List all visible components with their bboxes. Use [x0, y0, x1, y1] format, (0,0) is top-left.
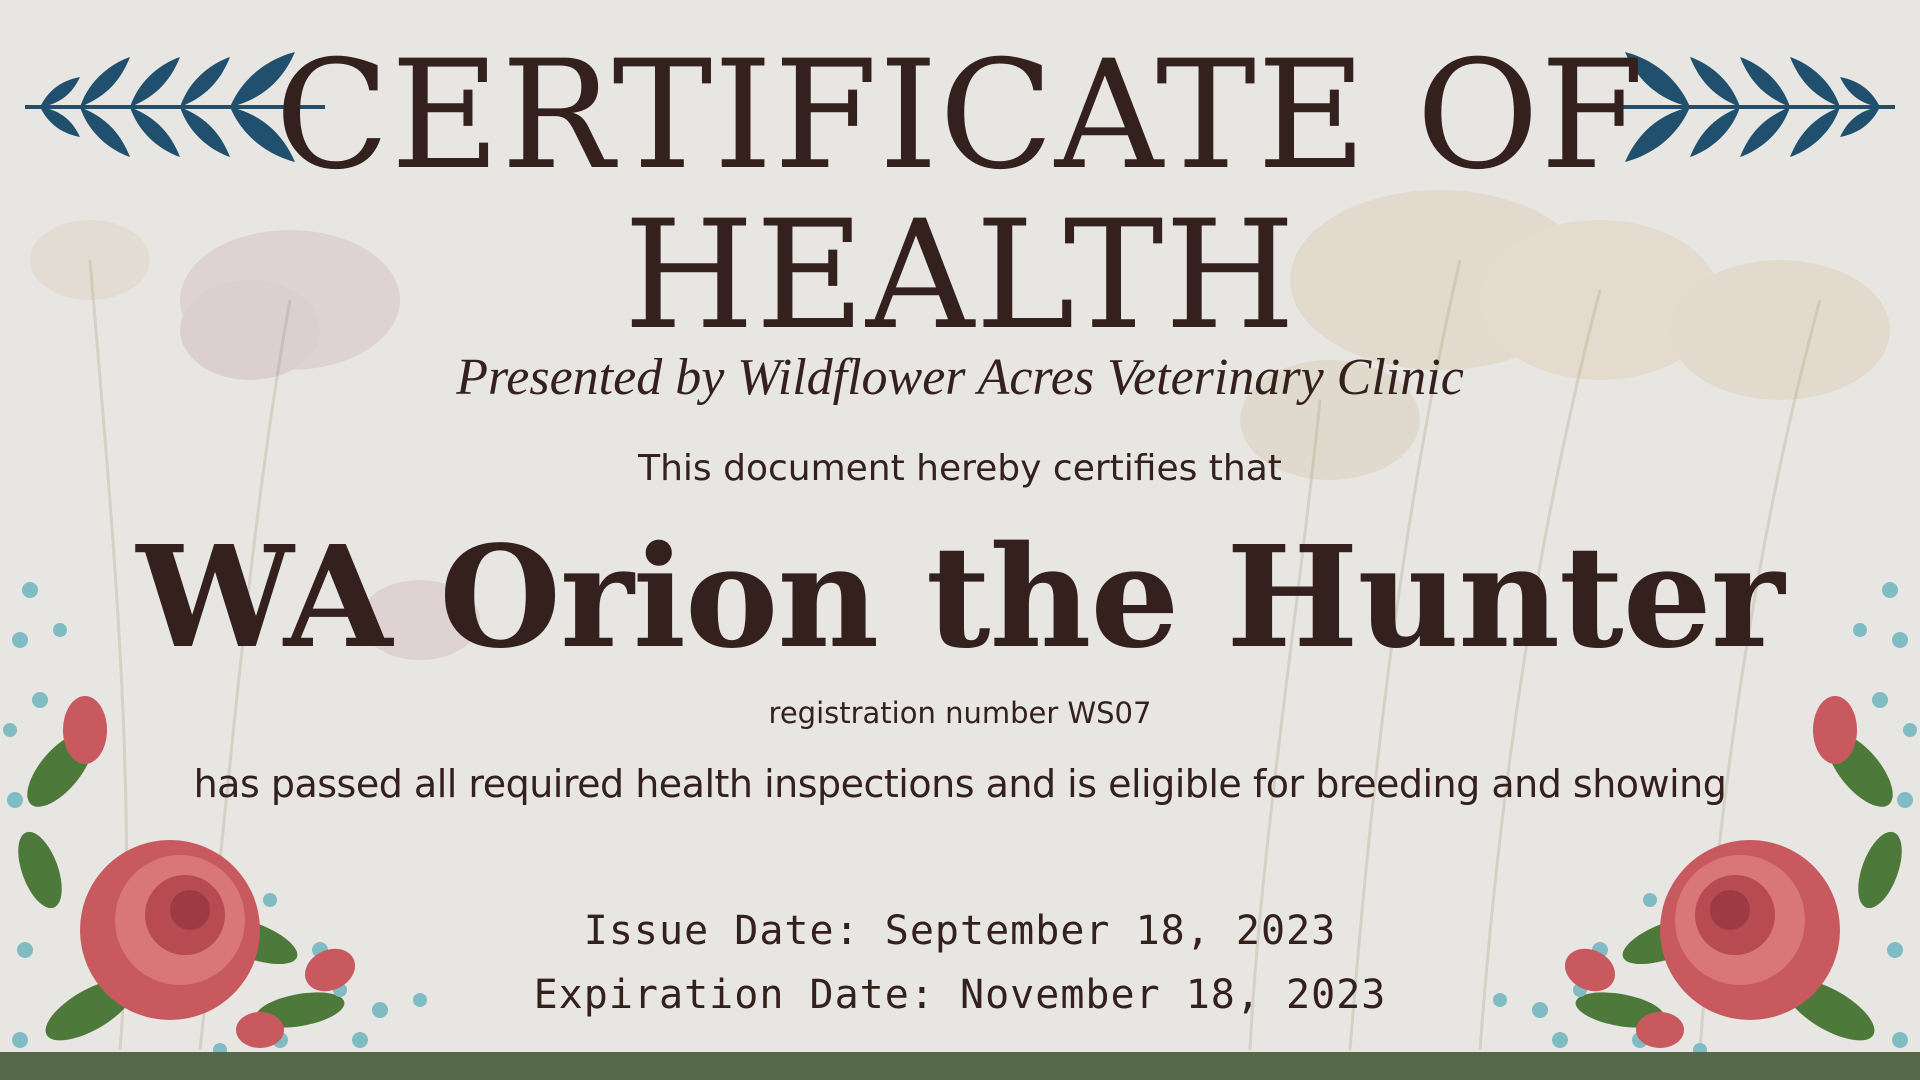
certifies-line: This document hereby certifies that: [638, 448, 1282, 489]
registration-number: registration number WS07: [768, 696, 1152, 730]
presenter-line: Presented by Wildflower Acres Veterinary Clinic: [456, 349, 1464, 406]
certificate-title-line2: HEALTH: [623, 189, 1297, 363]
issue-date: Issue Date: September 18, 2023: [583, 908, 1337, 954]
health-statement: has passed all required health inspections and is eligible for breeding and showing: [193, 762, 1727, 806]
bottom-bar: [0, 1052, 1920, 1080]
expiration-date: Expiration Date: November 18, 2023: [533, 972, 1387, 1018]
certificate-title: CERTIFICATE OF: [274, 29, 1646, 203]
animal-name: WA Orion the Hunter: [136, 516, 1784, 680]
